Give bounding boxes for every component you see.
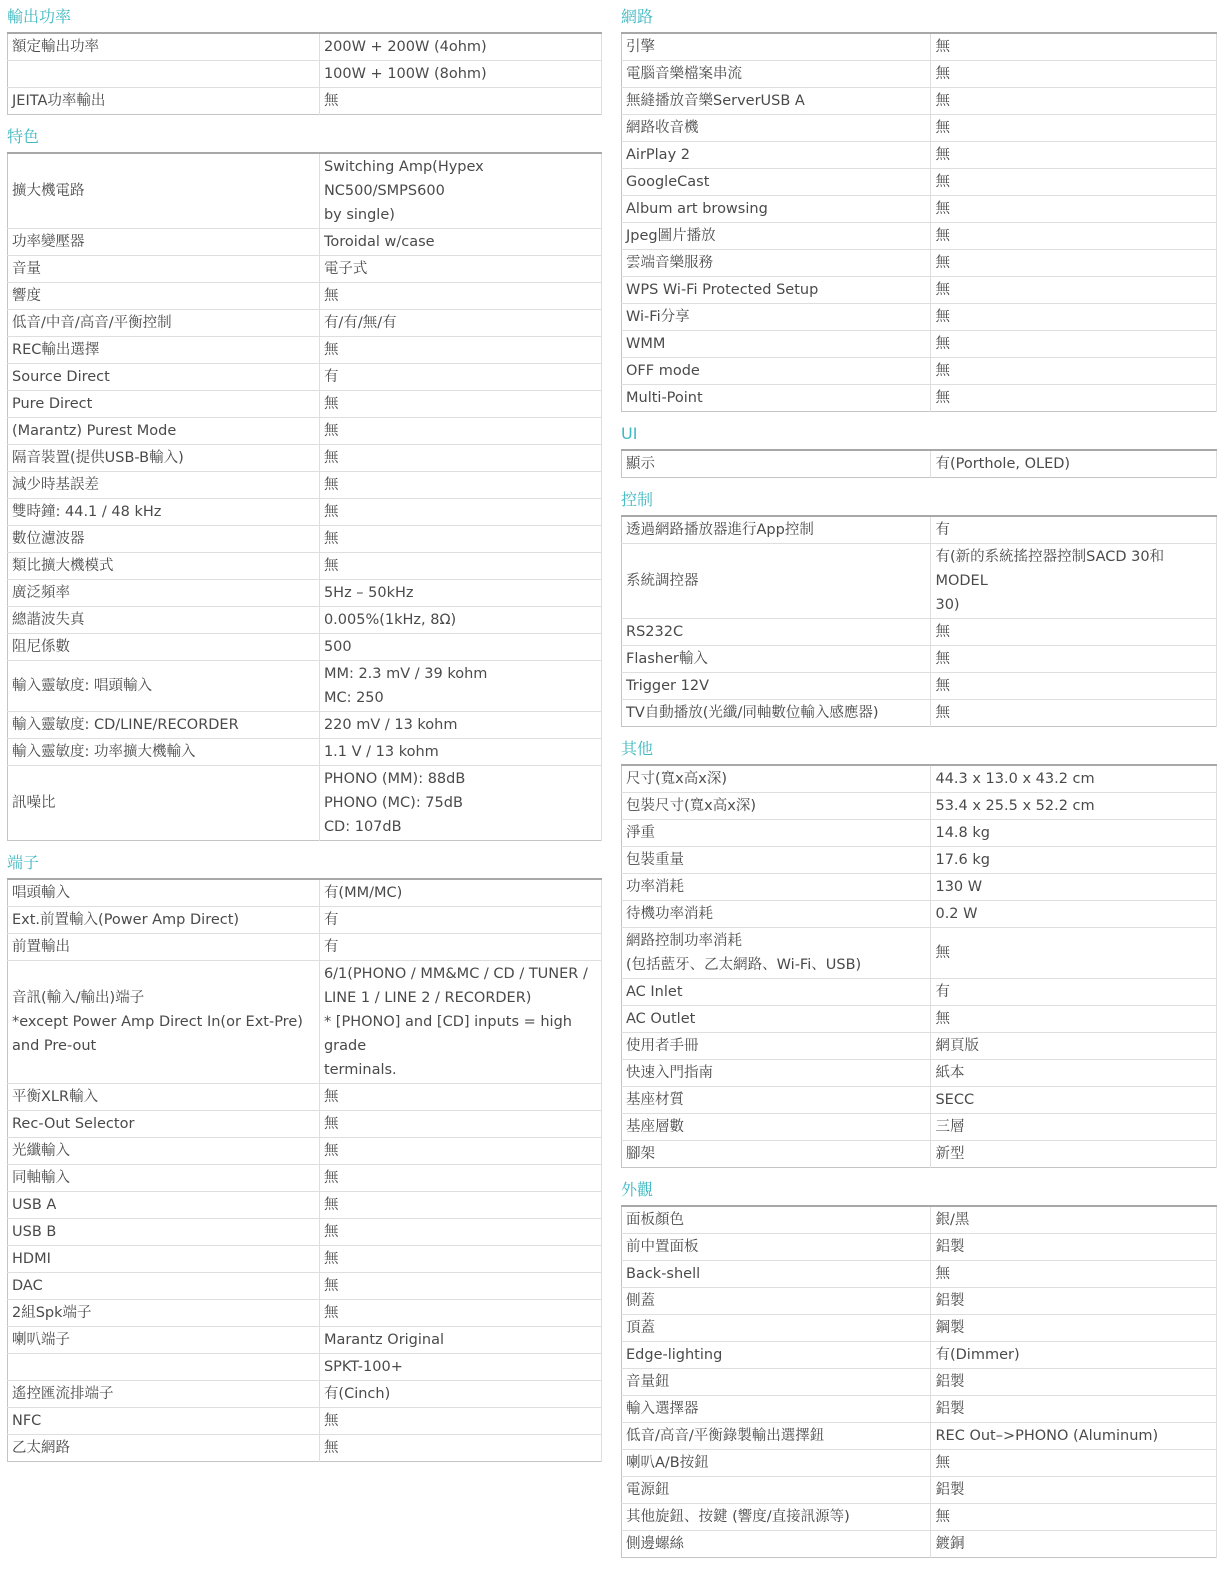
table-row <box>622 1141 1217 1168</box>
spec-value: 無 <box>319 1165 601 1192</box>
table-row <box>622 928 1217 979</box>
spec-label: 音量 <box>8 256 320 283</box>
spec-label: Album art browsing <box>622 196 931 223</box>
section-title: 輸出功率 <box>7 7 72 26</box>
spec-table <box>7 152 602 841</box>
table-row <box>622 1033 1217 1060</box>
spec-label: 腳架 <box>622 1141 931 1168</box>
spec-value: SPKT-100+ <box>319 1354 601 1381</box>
spec-value: SECC <box>931 1087 1217 1114</box>
table-row <box>622 820 1217 847</box>
spec-value: 100W + 100W (8ohm) <box>319 61 601 88</box>
spec-value: 鋁製 <box>931 1396 1217 1423</box>
table-row <box>8 88 602 115</box>
table-row <box>622 901 1217 928</box>
spec-value: 有 <box>319 364 601 391</box>
spec-label: Flasher輸入 <box>622 646 931 673</box>
spec-value: 銀/黑 <box>931 1206 1217 1234</box>
spec-value: 無 <box>319 1084 601 1111</box>
table-row <box>8 1111 602 1138</box>
spec-value: 無 <box>319 553 601 580</box>
spec-value: 無 <box>931 700 1217 727</box>
table-row <box>8 229 602 256</box>
table-row <box>622 1423 1217 1450</box>
spec-value: 無 <box>931 88 1217 115</box>
spec-value: 500 <box>319 634 601 661</box>
table-row <box>8 879 602 907</box>
table-row <box>8 256 602 283</box>
table-row <box>622 250 1217 277</box>
spec-label: USB A <box>8 1192 320 1219</box>
spec-label: 待機功率消耗 <box>622 901 931 928</box>
spec-label: 包裝重量 <box>622 847 931 874</box>
spec-value: 無 <box>931 277 1217 304</box>
table-row <box>8 153 602 229</box>
table-row <box>8 1246 602 1273</box>
table-row <box>8 634 602 661</box>
table-row <box>622 765 1217 793</box>
table-row <box>622 1288 1217 1315</box>
spec-value: 鋁製 <box>931 1369 1217 1396</box>
table-row <box>8 445 602 472</box>
right-column <box>621 0 1217 1570</box>
table-row <box>8 499 602 526</box>
table-row <box>622 450 1217 478</box>
spec-label: 前置輸出 <box>8 934 320 961</box>
spec-label: RS232C <box>622 619 931 646</box>
spec-value: 無 <box>319 1192 601 1219</box>
table-row <box>8 61 602 88</box>
spec-label: 數位濾波器 <box>8 526 320 553</box>
table-row <box>8 1138 602 1165</box>
table-row <box>8 607 602 634</box>
table-row <box>622 544 1217 619</box>
table-row <box>8 283 602 310</box>
spec-label: (Marantz) Purest Mode <box>8 418 320 445</box>
table-row <box>622 223 1217 250</box>
spec-value: 無 <box>319 499 601 526</box>
spec-label: 雙時鐘: 44.1 / 48 kHz <box>8 499 320 526</box>
table-row <box>8 739 602 766</box>
spec-label: Jpeg圖片播放 <box>622 223 931 250</box>
spec-table <box>7 32 602 115</box>
table-row <box>622 304 1217 331</box>
section-title: 其他 <box>621 739 654 758</box>
spec-value: 無 <box>931 169 1217 196</box>
spec-label: 類比擴大機模式 <box>8 553 320 580</box>
spec-value: 有 <box>319 907 601 934</box>
spec-label: 2組Spk端子 <box>8 1300 320 1327</box>
table-row <box>622 847 1217 874</box>
table-row <box>8 712 602 739</box>
table-row <box>622 331 1217 358</box>
table-row <box>8 364 602 391</box>
spec-value: 網頁版 <box>931 1033 1217 1060</box>
spec-label: USB B <box>8 1219 320 1246</box>
spec-label: OFF mode <box>622 358 931 385</box>
spec-value: 鋁製 <box>931 1288 1217 1315</box>
table-row <box>622 1396 1217 1423</box>
spec-label: 其他旋鈕、按鍵 (響度/直接訊源等) <box>622 1504 931 1531</box>
table-row <box>8 1300 602 1327</box>
spec-label: Rec-Out Selector <box>8 1111 320 1138</box>
spec-label: 音訊(輸入/輸出)端子 *except Power Amp Direct In(or Ext-Pre) and Pre-out <box>8 961 320 1084</box>
spec-value: 無 <box>931 115 1217 142</box>
table-row <box>8 310 602 337</box>
table-row <box>622 874 1217 901</box>
table-row <box>622 673 1217 700</box>
section-title: 控制 <box>621 490 654 509</box>
spec-label: 側邊螺絲 <box>622 1531 931 1558</box>
spec-label: 低音/高音/平衡錄製輸出選擇鈕 <box>622 1423 931 1450</box>
spec-value: 17.6 kg <box>931 847 1217 874</box>
spec-table <box>621 764 1217 1168</box>
spec-label: 功率消耗 <box>622 874 931 901</box>
spec-value: 無 <box>319 418 601 445</box>
table-row <box>8 1381 602 1408</box>
table-row <box>622 1087 1217 1114</box>
spec-label: Source Direct <box>8 364 320 391</box>
table-row <box>8 526 602 553</box>
spec-label: 基座材質 <box>622 1087 931 1114</box>
spec-table <box>621 32 1217 412</box>
spec-label: 輸入靈敏度: CD/LINE/RECORDER <box>8 712 320 739</box>
spec-value: PHONO (MM): 88dB PHONO (MC): 75dB CD: 107dB <box>319 766 601 841</box>
table-row <box>622 516 1217 544</box>
spec-value: Switching Amp(Hypex NC500/SMPS600 by single) <box>319 153 601 229</box>
table-row <box>622 1206 1217 1234</box>
spec-value: 新型 <box>931 1141 1217 1168</box>
spec-value: Toroidal w/case <box>319 229 601 256</box>
spec-value: 無 <box>931 385 1217 412</box>
spec-value: 無 <box>319 337 601 364</box>
table-row <box>8 1084 602 1111</box>
spec-label: 系統調控器 <box>622 544 931 619</box>
spec-label: 輸入靈敏度: 功率擴大機輸入 <box>8 739 320 766</box>
spec-label: WMM <box>622 331 931 358</box>
spec-value: 無 <box>319 1300 601 1327</box>
table-row <box>622 1234 1217 1261</box>
table-row <box>622 1006 1217 1033</box>
spec-value: 無 <box>931 61 1217 88</box>
table-row <box>8 1192 602 1219</box>
spec-value: 無 <box>319 1219 601 1246</box>
table-row <box>8 418 602 445</box>
spec-label: Edge-lighting <box>622 1342 931 1369</box>
spec-value: 有(Porthole, OLED) <box>931 450 1217 478</box>
table-row <box>622 88 1217 115</box>
table-row <box>8 472 602 499</box>
spec-label: 側蓋 <box>622 1288 931 1315</box>
spec-table <box>621 1205 1217 1558</box>
spec-label: AirPlay 2 <box>622 142 931 169</box>
spec-value: 無 <box>319 391 601 418</box>
table-row <box>8 1165 602 1192</box>
section-title: 外觀 <box>621 1180 654 1199</box>
spec-label: 前中置面板 <box>622 1234 931 1261</box>
spec-value: 130 W <box>931 874 1217 901</box>
spec-table <box>7 878 602 1462</box>
spec-label: 輸入靈敏度: 唱頭輸入 <box>8 661 320 712</box>
spec-value: 無 <box>319 1435 601 1462</box>
spec-label: 擴大機電路 <box>8 153 320 229</box>
spec-label: 功率變壓器 <box>8 229 320 256</box>
table-row <box>8 391 602 418</box>
table-row <box>622 33 1217 61</box>
spec-value: 14.8 kg <box>931 820 1217 847</box>
section-title: 端子 <box>7 853 40 872</box>
spec-value: 無 <box>319 1246 601 1273</box>
table-row <box>8 907 602 934</box>
spec-label: 尺寸(寬x高x深) <box>622 765 931 793</box>
spec-value: 無 <box>931 928 1217 979</box>
spec-value: 無 <box>319 472 601 499</box>
spec-label: HDMI <box>8 1246 320 1273</box>
spec-label: 電源鈕 <box>622 1477 931 1504</box>
spec-value: 無 <box>319 1273 601 1300</box>
table-row <box>622 1369 1217 1396</box>
spec-label: 基座層數 <box>622 1114 931 1141</box>
table-row <box>622 979 1217 1006</box>
spec-table <box>621 515 1217 727</box>
spec-value: 有/有/無/有 <box>319 310 601 337</box>
spec-label: Pure Direct <box>8 391 320 418</box>
table-row <box>622 1450 1217 1477</box>
spec-value: 無 <box>931 1261 1217 1288</box>
spec-value: 200W + 200W (4ohm) <box>319 33 601 61</box>
spec-value: 無 <box>931 673 1217 700</box>
spec-value: 有 <box>319 934 601 961</box>
table-row <box>622 1315 1217 1342</box>
spec-value: 電子式 <box>319 256 601 283</box>
table-row <box>622 1504 1217 1531</box>
section-title: UI <box>621 424 638 443</box>
table-row <box>622 1114 1217 1141</box>
spec-label: 喇叭端子 <box>8 1327 320 1354</box>
spec-value: 有(Dimmer) <box>931 1342 1217 1369</box>
table-row <box>8 1219 602 1246</box>
table-row <box>8 580 602 607</box>
table-row <box>622 1531 1217 1558</box>
spec-label: Multi-Point <box>622 385 931 412</box>
spec-label: 頂蓋 <box>622 1315 931 1342</box>
spec-value: MM: 2.3 mV / 39 kohm MC: 250 <box>319 661 601 712</box>
spec-label <box>8 61 320 88</box>
table-row <box>8 1327 602 1354</box>
table-row <box>622 1261 1217 1288</box>
spec-label: Wi-Fi分享 <box>622 304 931 331</box>
spec-value: 5Hz – 50kHz <box>319 580 601 607</box>
spec-label: AC Outlet <box>622 1006 931 1033</box>
spec-label: Ext.前置輸入(Power Amp Direct) <box>8 907 320 934</box>
spec-label: 引擎 <box>622 33 931 61</box>
spec-value: REC Out–>PHONO (Aluminum) <box>931 1423 1217 1450</box>
spec-value: 無 <box>319 526 601 553</box>
spec-value: 6/1(PHONO / MM&MC / CD / TUNER / LINE 1 / LINE 2 / RECORDER) * [PHONO] and [CD] inputs = high grade terminals. <box>319 961 601 1084</box>
spec-value: 無 <box>931 142 1217 169</box>
table-row <box>622 385 1217 412</box>
table-row <box>622 277 1217 304</box>
spec-value: 無 <box>931 358 1217 385</box>
table-row <box>622 115 1217 142</box>
table-row <box>8 1273 602 1300</box>
spec-value: 無 <box>931 196 1217 223</box>
spec-label: 顯示 <box>622 450 931 478</box>
spec-label: 音量鈕 <box>622 1369 931 1396</box>
spec-value: 無 <box>931 619 1217 646</box>
spec-value: 鋁製 <box>931 1477 1217 1504</box>
table-row <box>622 793 1217 820</box>
spec-value: 紙本 <box>931 1060 1217 1087</box>
table-row <box>8 766 602 841</box>
spec-label: WPS Wi-Fi Protected Setup <box>622 277 931 304</box>
spec-value: 無 <box>931 1504 1217 1531</box>
section-title: 網路 <box>621 7 654 26</box>
table-row <box>8 553 602 580</box>
spec-label: 電腦音樂檔案串流 <box>622 61 931 88</box>
spec-value: 無 <box>931 223 1217 250</box>
spec-label: AC Inlet <box>622 979 931 1006</box>
spec-label: 透過網路播放器進行App控制 <box>622 516 931 544</box>
spec-label: 隔音裝置(提供USB-B輸入) <box>8 445 320 472</box>
table-row <box>8 1354 602 1381</box>
spec-label: 同軸輸入 <box>8 1165 320 1192</box>
spec-label: NFC <box>8 1408 320 1435</box>
spec-label: 使用者手冊 <box>622 1033 931 1060</box>
table-row <box>8 934 602 961</box>
spec-value: 無 <box>931 1450 1217 1477</box>
spec-value: 53.4 x 25.5 x 52.2 cm <box>931 793 1217 820</box>
table-row <box>622 142 1217 169</box>
spec-value: 鋁製 <box>931 1234 1217 1261</box>
spec-label: 阻尼係數 <box>8 634 320 661</box>
spec-label: REC輸出選擇 <box>8 337 320 364</box>
table-row <box>622 1060 1217 1087</box>
spec-label: 光纖輸入 <box>8 1138 320 1165</box>
spec-label: 廣泛頻率 <box>8 580 320 607</box>
spec-value: 無 <box>319 88 601 115</box>
spec-label: 響度 <box>8 283 320 310</box>
spec-label: GoogleCast <box>622 169 931 196</box>
spec-value: 無 <box>931 646 1217 673</box>
spec-value: 無 <box>931 1006 1217 1033</box>
spec-table <box>621 449 1217 478</box>
spec-value: 有(MM/MC) <box>319 879 601 907</box>
spec-value: 有(Cinch) <box>319 1381 601 1408</box>
spec-label: 網路控制功率消耗 (包括藍牙、乙太網路、Wi-Fi、USB) <box>622 928 931 979</box>
spec-value: 有 <box>931 516 1217 544</box>
spec-label: 喇叭A/B按鈕 <box>622 1450 931 1477</box>
left-column <box>7 0 602 1474</box>
table-row <box>8 33 602 61</box>
spec-value: 無 <box>319 1408 601 1435</box>
spec-value: 三層 <box>931 1114 1217 1141</box>
spec-label: Back-shell <box>622 1261 931 1288</box>
spec-value: 無 <box>931 304 1217 331</box>
section-title: 特色 <box>7 127 40 146</box>
table-row <box>622 1477 1217 1504</box>
table-row <box>622 196 1217 223</box>
spec-label: 額定輸出功率 <box>8 33 320 61</box>
spec-label: 減少時基誤差 <box>8 472 320 499</box>
table-row <box>8 961 602 1084</box>
table-row <box>622 619 1217 646</box>
spec-label: 平衡XLR輸入 <box>8 1084 320 1111</box>
spec-label: 面板顏色 <box>622 1206 931 1234</box>
spec-label: 訊噪比 <box>8 766 320 841</box>
spec-label: 包裝尺寸(寬x高x深) <box>622 793 931 820</box>
spec-value: 44.3 x 13.0 x 43.2 cm <box>931 765 1217 793</box>
spec-label: 無縫播放音樂ServerUSB A <box>622 88 931 115</box>
spec-label: 網路收音機 <box>622 115 931 142</box>
spec-value: 鍍銅 <box>931 1531 1217 1558</box>
spec-value: 有 <box>931 979 1217 1006</box>
spec-value: 0.005%(1kHz, 8Ω) <box>319 607 601 634</box>
table-row <box>622 61 1217 88</box>
spec-value: 無 <box>319 283 601 310</box>
spec-label: DAC <box>8 1273 320 1300</box>
spec-label: 遙控匯流排端子 <box>8 1381 320 1408</box>
table-row <box>622 646 1217 673</box>
spec-label: 雲端音樂服務 <box>622 250 931 277</box>
spec-label: Trigger 12V <box>622 673 931 700</box>
table-row <box>8 337 602 364</box>
spec-label <box>8 1354 320 1381</box>
spec-label: 唱頭輸入 <box>8 879 320 907</box>
spec-value: 無 <box>319 445 601 472</box>
spec-label: JEITA功率輸出 <box>8 88 320 115</box>
spec-value: 220 mV / 13 kohm <box>319 712 601 739</box>
spec-value: 無 <box>931 33 1217 61</box>
spec-label: TV自動播放(光纖/同軸數位輸入感應器) <box>622 700 931 727</box>
table-row <box>622 700 1217 727</box>
spec-label: 輸入選擇器 <box>622 1396 931 1423</box>
spec-label: 淨重 <box>622 820 931 847</box>
table-row <box>622 169 1217 196</box>
spec-value: 0.2 W <box>931 901 1217 928</box>
spec-value: 無 <box>319 1111 601 1138</box>
spec-label: 低音/中音/高音/平衡控制 <box>8 310 320 337</box>
spec-value: 無 <box>319 1138 601 1165</box>
spec-value: 鋼製 <box>931 1315 1217 1342</box>
spec-value: 無 <box>931 331 1217 358</box>
spec-label: 乙太網路 <box>8 1435 320 1462</box>
spec-value: 無 <box>931 250 1217 277</box>
spec-label: 快速入門指南 <box>622 1060 931 1087</box>
spec-value: 有(新的系統搖控器控制SACD 30和MODEL 30) <box>931 544 1217 619</box>
table-row <box>8 1435 602 1462</box>
table-row <box>8 661 602 712</box>
spec-value: Marantz Original <box>319 1327 601 1354</box>
spec-label: 總諧波失真 <box>8 607 320 634</box>
spec-value: 1.1 V / 13 kohm <box>319 739 601 766</box>
table-row <box>622 1342 1217 1369</box>
table-row <box>622 358 1217 385</box>
table-row <box>8 1408 602 1435</box>
